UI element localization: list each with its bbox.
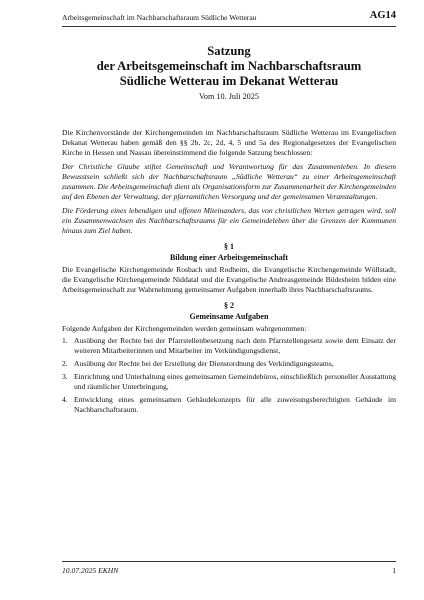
list-item-text: Entwicklung eines gemeinsamen Gebäudekonzepts für alle zuweisungsberechtigten Gebäude im Nachbarschaftsraum.	[74, 395, 396, 414]
section-2-heading: Gemeinsame Aufgaben	[189, 311, 269, 321]
footer-date: 10.07.2025 EKHN	[62, 566, 119, 575]
document-date: Vom 10. Juli 2025	[199, 92, 259, 101]
section-2-list	[62, 336, 396, 415]
section-2-intro: Folgende Aufgaben der Kirchengemeinden werden gemeinsam wahrgenommen:	[62, 324, 307, 333]
document-body	[62, 128, 396, 418]
footer-divider	[62, 561, 396, 562]
header-divider	[62, 26, 396, 27]
section-1-header	[62, 242, 396, 263]
preamble-intro: Die Kirchenvorstände der Kirchengemeinden im Nachbarschaftsraum Südliche Wetterau im Evangelischen Dekanat Wetterau haben gemäß den §§ 2b, 2c, 2d, 4, 5 und 5a des Regionalgesetzes der Evangelischen Kirche in Hessen und Nassau übereinstimmend die folgende Satzung beschlossen:	[62, 128, 396, 157]
list-item-text: Ausübung der Rechte bei der Erstellung der Dienstordnung des Verkündigungsteams,	[74, 359, 334, 368]
list-item-number: 1.	[62, 336, 68, 345]
document-code: AG14	[369, 10, 396, 21]
list-item-text: Ausübung der Rechte bei der Pfarrstellenbesetzung nach dem Pfarrstellengesetz sowie dem Einsatz der weiteren Mitarbeiterinnen und Mitarbeiter im Verkündigungsdienst,	[74, 336, 396, 355]
section-2-header	[62, 301, 396, 322]
list-item	[62, 336, 396, 356]
preamble-italic-1: Der Christliche Glaube stiftet Gemeinschaft und Verantwortung für das Zusammenleben. In diesem Bewusstsein schließt sich der Nachbarschaftsraum „Südliche Wetterau“ zu einer Arbeitsgemeinschaft zusammen. Die Arbeitsgemeinschaft dient als Organisationsform zur Zusammenarbeit der Kirchengemeinden auf den Ebenen der Verwaltung, der pfarramtlichen Versorgung und der gemeinsamen Veranstaltungen.	[62, 162, 396, 201]
title-line-3: Südliche Wetterau im Dekanat Wetterau	[119, 74, 339, 88]
section-1-text: Die Evangelische Kirchengemeinde Rosbach und Rodheim, die Evangelische Kirchengemeinde Wöllstadt, die Evangelische Kirchengemeinde Niddatal und die Evangelische Andreasgemeinde Büdesheim bilden eine Arbeitsgemeinschaft zur Wahrnehmung gemeinsamer Aufgaben innerhalb ihres Nachbarschaftsraums.	[62, 265, 396, 294]
page-number: 1	[392, 566, 396, 575]
list-item-number: 2.	[62, 359, 68, 368]
title-block	[62, 44, 396, 101]
section-1-number: § 1	[224, 242, 234, 251]
section-2-number: § 2	[224, 301, 234, 310]
title-line-1: Satzung	[207, 44, 251, 58]
running-header-title: Arbeitsgemeinschaft im Nachbarschaftsraum Südliche Wetterau	[62, 13, 257, 22]
list-item	[62, 395, 396, 415]
list-item-number: 3.	[62, 372, 68, 381]
list-item	[62, 372, 396, 392]
list-item	[62, 359, 396, 369]
preamble-italic-2: Die Förderung eines lebendigen und offenen Miteinanders, das von christlichen Werten getragen wird, soll ein Zusammenwachsen des Nachbarschaftsraums für ein Gemeindeleben über die Grenzen der Kommunen hinaus zum Ziel haben.	[62, 206, 396, 235]
list-item-text: Einrichtung und Unterhaltung eines gemeinsamen Gemeindebüros, einschließlich personeller Ausstattung und räumlicher Unterbringung,	[74, 372, 396, 391]
list-item-number: 4.	[62, 395, 68, 404]
title-line-2: der Arbeitsgemeinschaft im Nachbarschaftsraum	[96, 59, 362, 73]
section-1-heading: Bildung einer Arbeitsgemeinschaft	[169, 252, 289, 262]
